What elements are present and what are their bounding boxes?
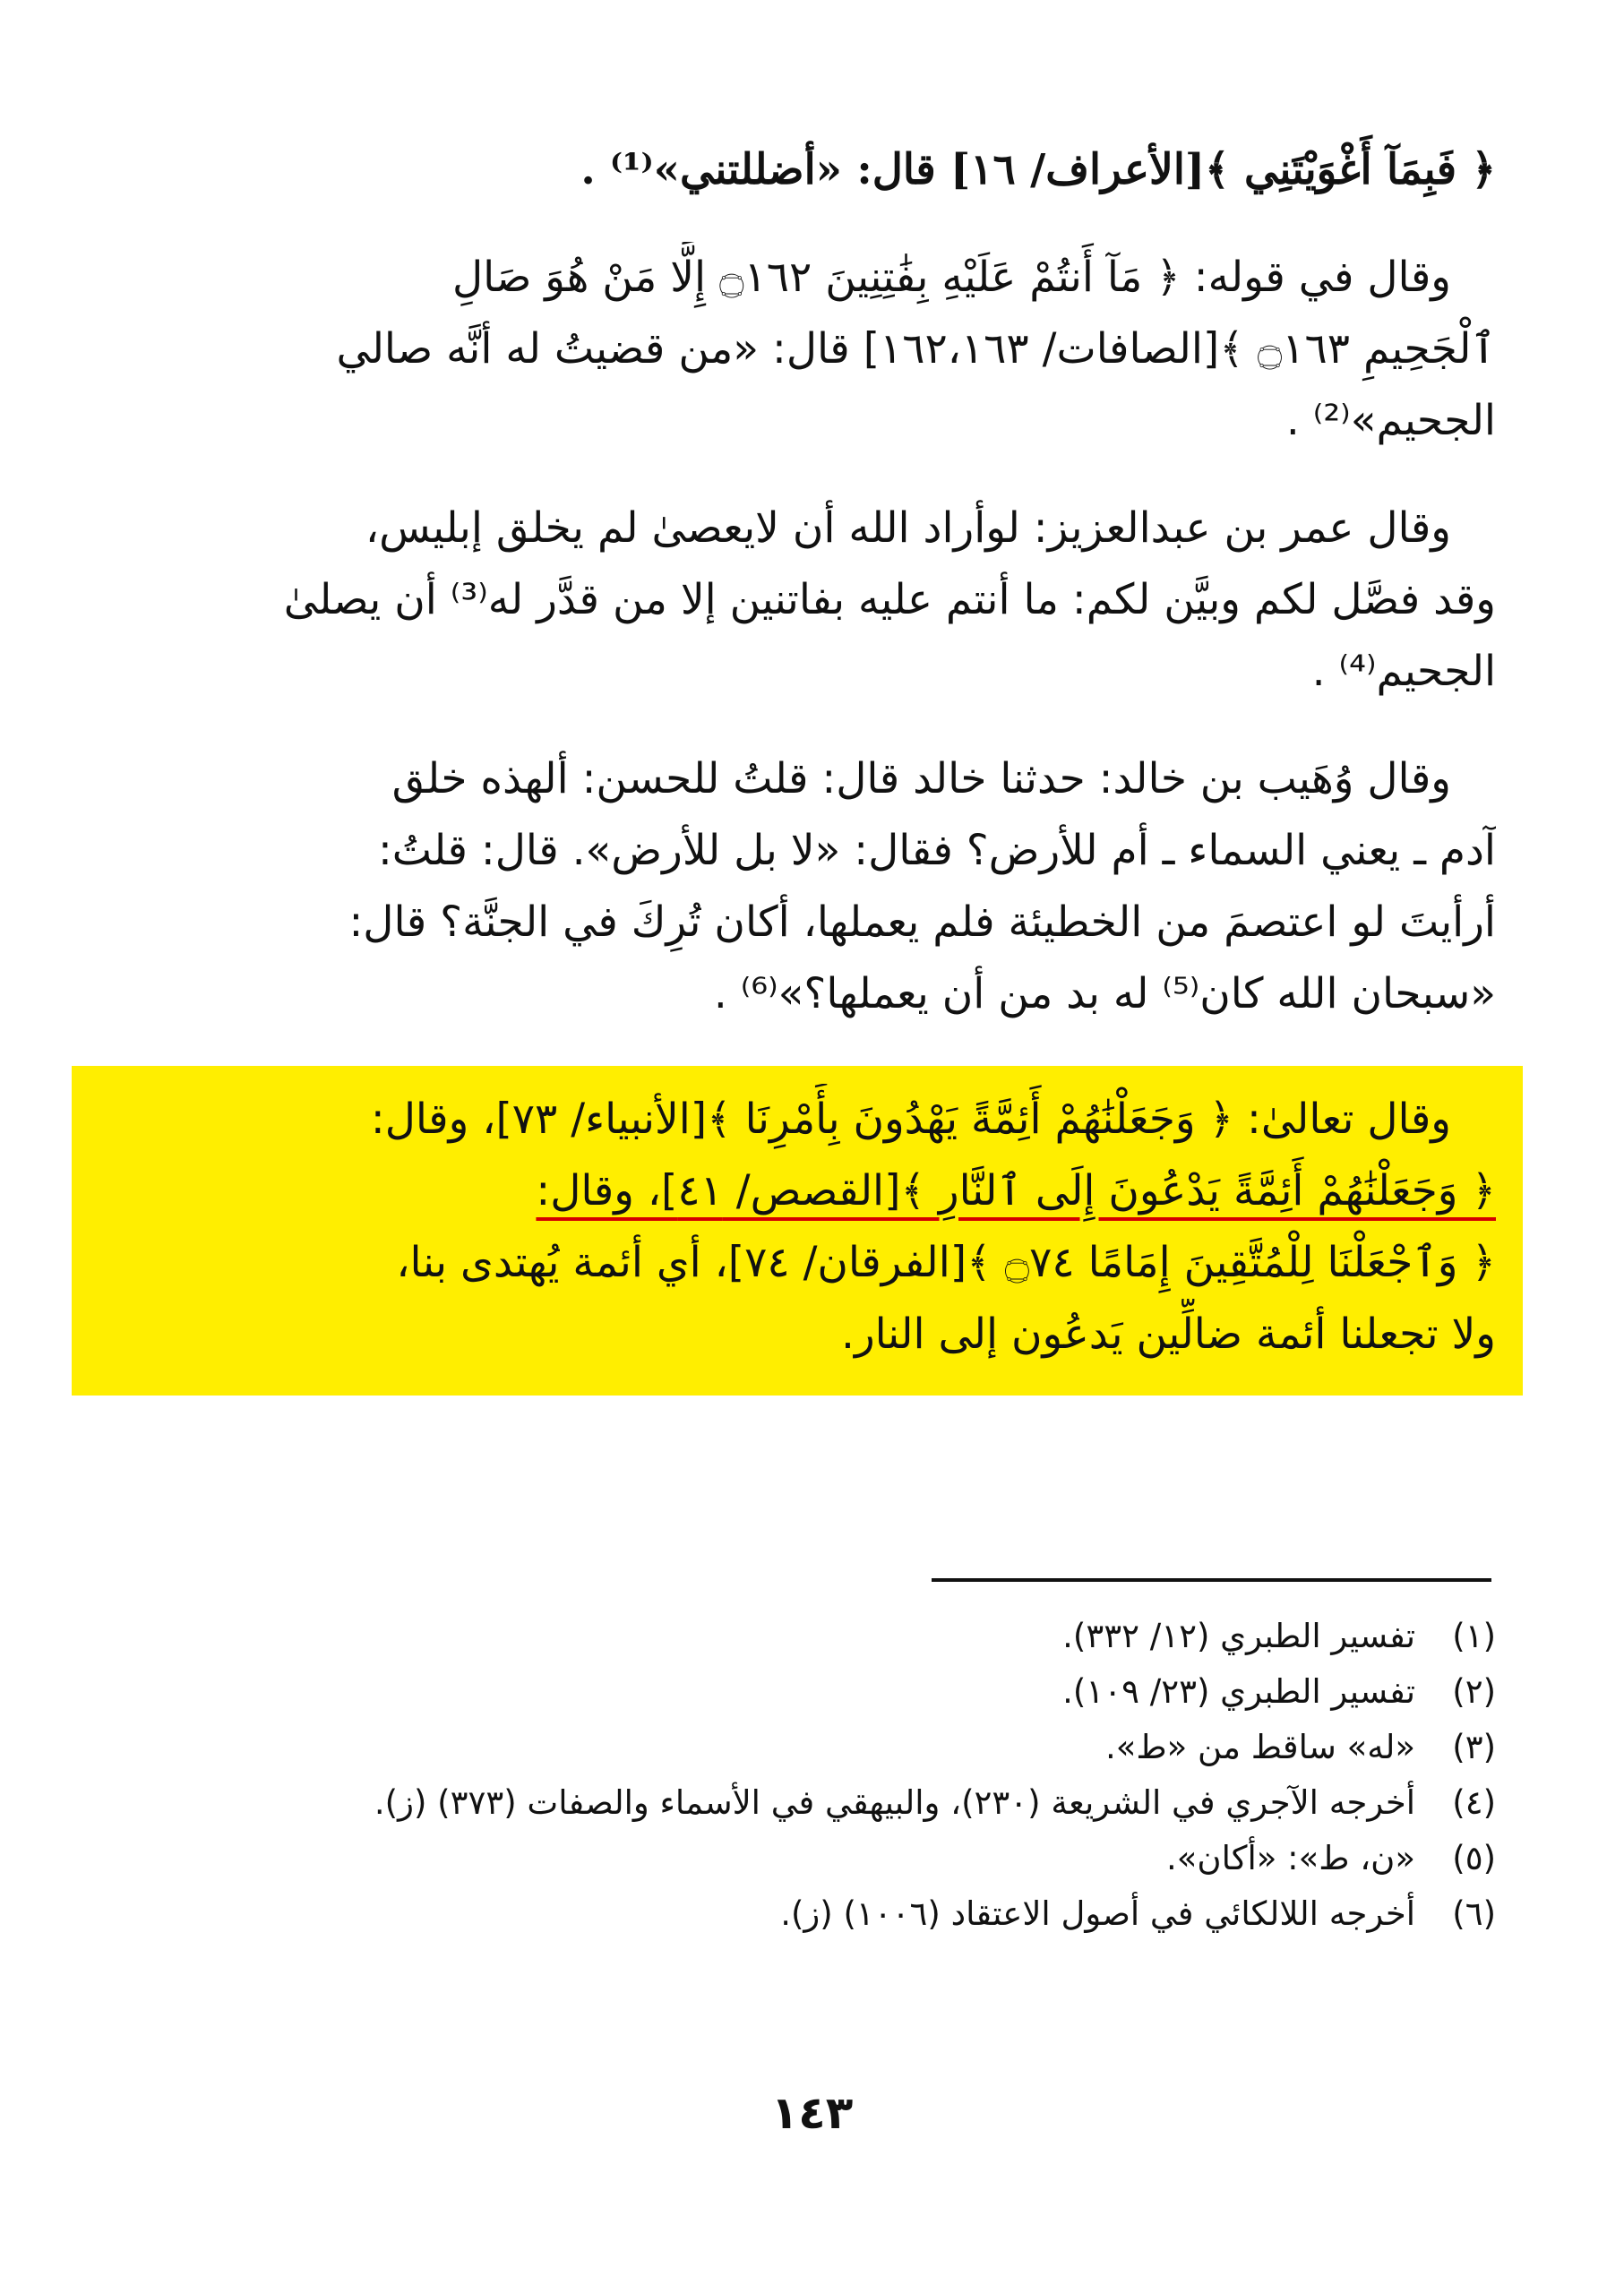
footnote-number: (٣) xyxy=(1452,1728,1496,1766)
footnote xyxy=(99,1723,1496,1772)
paragraph-line: الجحيم»⁽²⁾ . xyxy=(1285,396,1496,445)
paragraph-line: أرأيتَ لو اعتصمَ من الخطيئة فلم يعملها، أكان تُرِكَ في الجنَّة؟ قال: xyxy=(348,897,1496,947)
footnote xyxy=(99,1612,1496,1661)
paragraph-line: «سبحان الله كان⁽⁵⁾ له بد من أن يعملها؟»⁽⁶⁾ . xyxy=(713,969,1496,1018)
highlighted-paragraph xyxy=(99,1084,1496,1370)
page-number: ١٤٣ xyxy=(770,2087,854,2139)
footnote-text: «ن، ط»: «أكان». xyxy=(1166,1839,1415,1877)
footnote-text: أخرجه الآجري في الشريعة (٢٣٠)، والبيهقي في الأسماء والصفات (٣٧٣) (ز). xyxy=(374,1783,1415,1822)
page-body xyxy=(99,134,1496,1396)
paragraph-line: آدم ـ يعني السماء ـ أم للأرض؟ فقال: «لا بل للأرض». قال: قلتُ: xyxy=(377,826,1496,875)
footnote-separator xyxy=(932,1578,1491,1582)
footnote-text: تفسير الطبري (١٢/ ٣٣٢). xyxy=(1062,1617,1415,1655)
paragraph-line: الجحيم⁽⁴⁾ . xyxy=(1311,647,1496,696)
footnote-number: (٥) xyxy=(1452,1839,1496,1877)
footnote-number: (٦) xyxy=(1452,1894,1496,1933)
footnote xyxy=(99,1779,1496,1827)
paragraph-line: ﴿ فَبِمَآ أَغْوَيْتَنِي ﴾[الأعراف/ ١٦] قال: «أضللتني»⁽¹⁾ . xyxy=(580,145,1496,194)
footnote xyxy=(99,1834,1496,1883)
footnote-text: تفسير الطبري (٢٣/ ١٠٩). xyxy=(1062,1672,1415,1711)
paragraph-line: ٱلْجَحِيمِ ۝١٦٣ ﴾[الصافات/ ١٦٢،١٦٣] قال: «من قضيتُ له أنَّه صالي xyxy=(336,324,1496,374)
footnotes xyxy=(99,1612,1496,1945)
highlighted-line: ولا تجعلنا أئمة ضالِّين يَدعُون إلى النار. xyxy=(841,1310,1496,1359)
paragraph-line: وقال في قوله: ﴿ مَآ أَنتُمْ عَلَيْهِ بِفَٰتِنِينَ ۝١٦٢ إِلَّا مَنْ هُوَ صَالِ xyxy=(451,253,1451,302)
paragraph-4 xyxy=(99,743,1496,1030)
footnote-number: (١) xyxy=(1452,1617,1496,1655)
footnote-text: «له» ساقط من «ط». xyxy=(1105,1728,1415,1766)
paragraph-2 xyxy=(99,242,1496,457)
highlighted-line-underlined: ﴿ وَجَعَلْنَٰهُمْ أَئِمَّةً يَدْعُونَ إِلَى ٱلنَّارِ ﴾[القصص/ ٤١]، وقال: xyxy=(536,1166,1496,1215)
highlighted-passage xyxy=(72,1066,1523,1396)
paragraph-1 xyxy=(99,134,1496,206)
highlighted-line: وقال تعالىٰ: ﴿ وَجَعَلْنَٰهُمْ أَئِمَّةً يَهْدُونَ بِأَمْرِنَا ﴾[الأنبياء/ ٧٣]، وقال: xyxy=(370,1095,1451,1144)
highlighted-line: ﴿ وَٱجْعَلْنَا لِلْمُتَّقِينَ إِمَامًا ۝٧٤ ﴾[الفرقان/ ٧٤]، أي أئمة يُهتدى بنا، xyxy=(396,1238,1496,1287)
footnote-number: (٢) xyxy=(1452,1672,1496,1711)
footnote xyxy=(99,1890,1496,1938)
paragraph-line: وقد فصَّل لكم وبيَّن لكم: ما أنتم عليه بفاتنين إلا من قدَّر له⁽³⁾ أن يصلىٰ xyxy=(283,575,1496,624)
paragraph-line: وقال عمر بن عبدالعزيز: لوأراد الله أن لايعصىٰ لم يخلق إبليس، xyxy=(365,503,1451,553)
footnote xyxy=(99,1668,1496,1716)
paragraph-line: وقال وُهَيب بن خالد: حدثنا خالد قال: قلتُ للحسن: ألهذه خلق xyxy=(391,754,1451,803)
paragraph-3 xyxy=(99,493,1496,708)
footnote-number: (٤) xyxy=(1452,1783,1496,1822)
footnote-text: أخرجه اللالكائي في أصول الاعتقاد (١٠٠٦) (ز). xyxy=(780,1894,1415,1933)
